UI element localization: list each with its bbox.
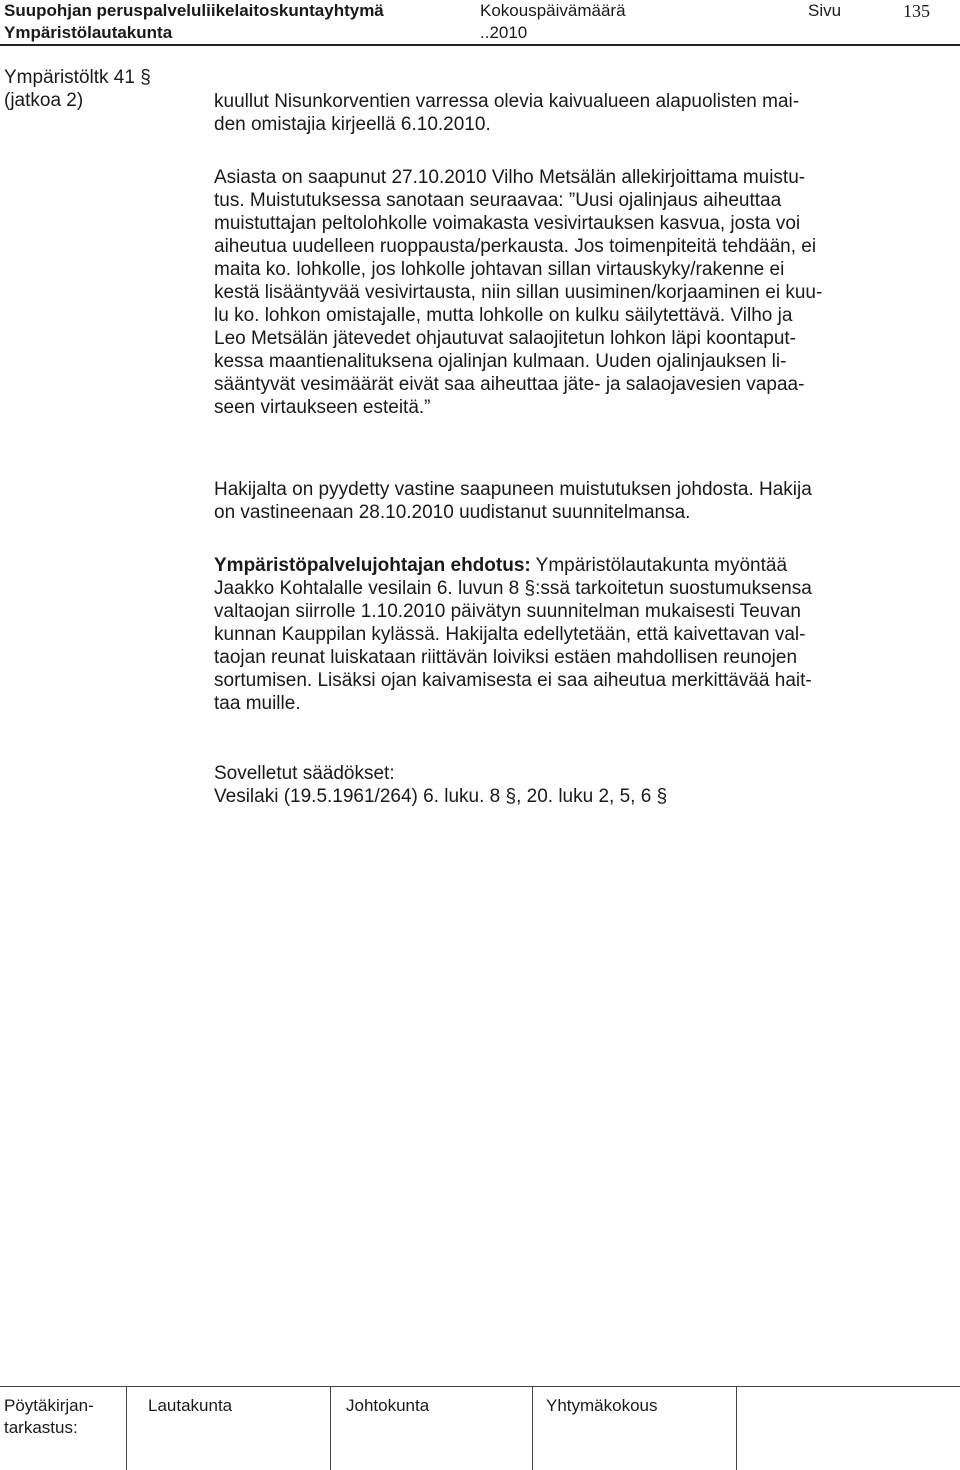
footer-directorate-label: Johtokunta (346, 1396, 430, 1415)
text-line: lu ko. lohkon omistajalle, mutta lohkolle on kulku säilytettävä. Vilho ja (214, 305, 793, 326)
header-page-label: Sivu (808, 1, 842, 20)
text-line: tus. Muistutuksessa sanotaan seuraavaa: ”Uusi ojalinjaus aiheuttaa (214, 190, 782, 211)
paragraph-hearing (214, 90, 799, 136)
paragraph-objection (214, 166, 822, 419)
text-line: taojan reunat luiskataan riittävän loiviksi estäen mahdollisen reunojen (214, 647, 798, 668)
header-board: Ympäristölautakunta (4, 23, 173, 42)
paragraph-statutes (214, 762, 667, 808)
text-line: kessa maantienalituksena ojalinjan kulmaan. Uuden ojalinjauksen li- (214, 351, 787, 372)
text-line: Asiasta on saapunut 27.10.2010 Vilho Metsälän allekirjoittama muistu- (214, 167, 806, 188)
header-meeting-date-value: ..2010 (480, 23, 528, 42)
footer-board-label: Lautakunta (148, 1396, 233, 1415)
text-line: seen virtaukseen esteitä.” (214, 397, 431, 418)
footer-divider (532, 1386, 533, 1470)
text-line: sääntyvät vesimäärät eivät saa aiheuttaa jäte- ja salaojavesien vapaa- (214, 374, 805, 395)
text-line: sortumisen. Lisäksi ojan kaivamisesta ei saa aiheutua merkittävää hait- (214, 670, 812, 691)
header-page-number: 135 (903, 1, 930, 21)
text-line: kunnan Kauppilan kylässä. Hakijalta edellytetään, että kaivettavan val- (214, 624, 806, 645)
proposal-first-text: Ympäristölautakunta myöntää (530, 555, 788, 576)
statutes-heading: Sovelletut säädökset: (214, 763, 395, 784)
text-line: den omistajia kirjeellä 6.10.2010. (214, 114, 491, 135)
statutes-reference: Vesilaki (19.5.1961/264) 6. luku. 8 §, 20. luku 2, 5, 6 § (214, 786, 668, 807)
text-line: valtaojan siirrolle 1.10.2010 päivätyn suunnitelman mukaisesti Teuvan (214, 601, 801, 622)
text-line: Jaakko Kohtalalle vesilain 6. luvun 8 §:ssä tarkoitetun suostumuksensa (214, 578, 812, 599)
section-label: Ympäristöltk 41 § (4, 67, 151, 88)
footer-divider (736, 1386, 737, 1470)
section-continuation: (jatkoa 2) (4, 90, 84, 111)
text-line: aiheutua uudelleen ruoppausta/perkausta. Jos toimenpiteitä tehdään, ei (214, 236, 817, 257)
proposal-first-line (214, 554, 812, 577)
paragraph-response (214, 478, 812, 524)
footer-assembly-label: Yhtymäkokous (546, 1396, 658, 1415)
footer-minutes-check-label: Pöytäkirjan- (4, 1396, 94, 1415)
footer-divider (126, 1386, 127, 1470)
text-line: muistuttajan peltolohkolle voimakasta vesivirtauksen kasvua, josta voi (214, 213, 801, 234)
header-rule (0, 44, 960, 46)
footer-divider (330, 1386, 331, 1470)
text-line: Hakijalta on pyydetty vastine saapuneen muistutuksen johdosta. Hakija (214, 479, 812, 500)
text-line: kestä lisääntyvää vesivirtausta, niin sillan uusiminen/korjaaminen ei kuu- (214, 282, 823, 303)
proposal-label: Ympäristöpalvelujohtajan ehdotus: (214, 555, 531, 576)
footer-rule (0, 1386, 960, 1387)
text-line: on vastineenaan 28.10.2010 uudistanut suunnitelmansa. (214, 502, 691, 523)
text-line: maita ko. lohkolle, jos lohkolle johtavan sillan virtauskyky/rakenne ei (214, 259, 785, 280)
header-organization: Suupohjan peruspalveluliikelaitoskuntayhtymä (4, 1, 384, 20)
text-line: Leo Metsälän jätevedet ohjautuvat salaojitetun lohkon läpi koontaput- (214, 328, 797, 349)
footer-minutes-check-label-cont: tarkastus: (4, 1418, 78, 1437)
text-line: kuullut Nisunkorventien varressa olevia kaivualueen alapuolisten mai- (214, 91, 800, 112)
text-line: taa muille. (214, 693, 301, 714)
paragraph-proposal (214, 554, 812, 715)
header-meeting-date-label: Kokouspäivämäärä (480, 1, 626, 20)
